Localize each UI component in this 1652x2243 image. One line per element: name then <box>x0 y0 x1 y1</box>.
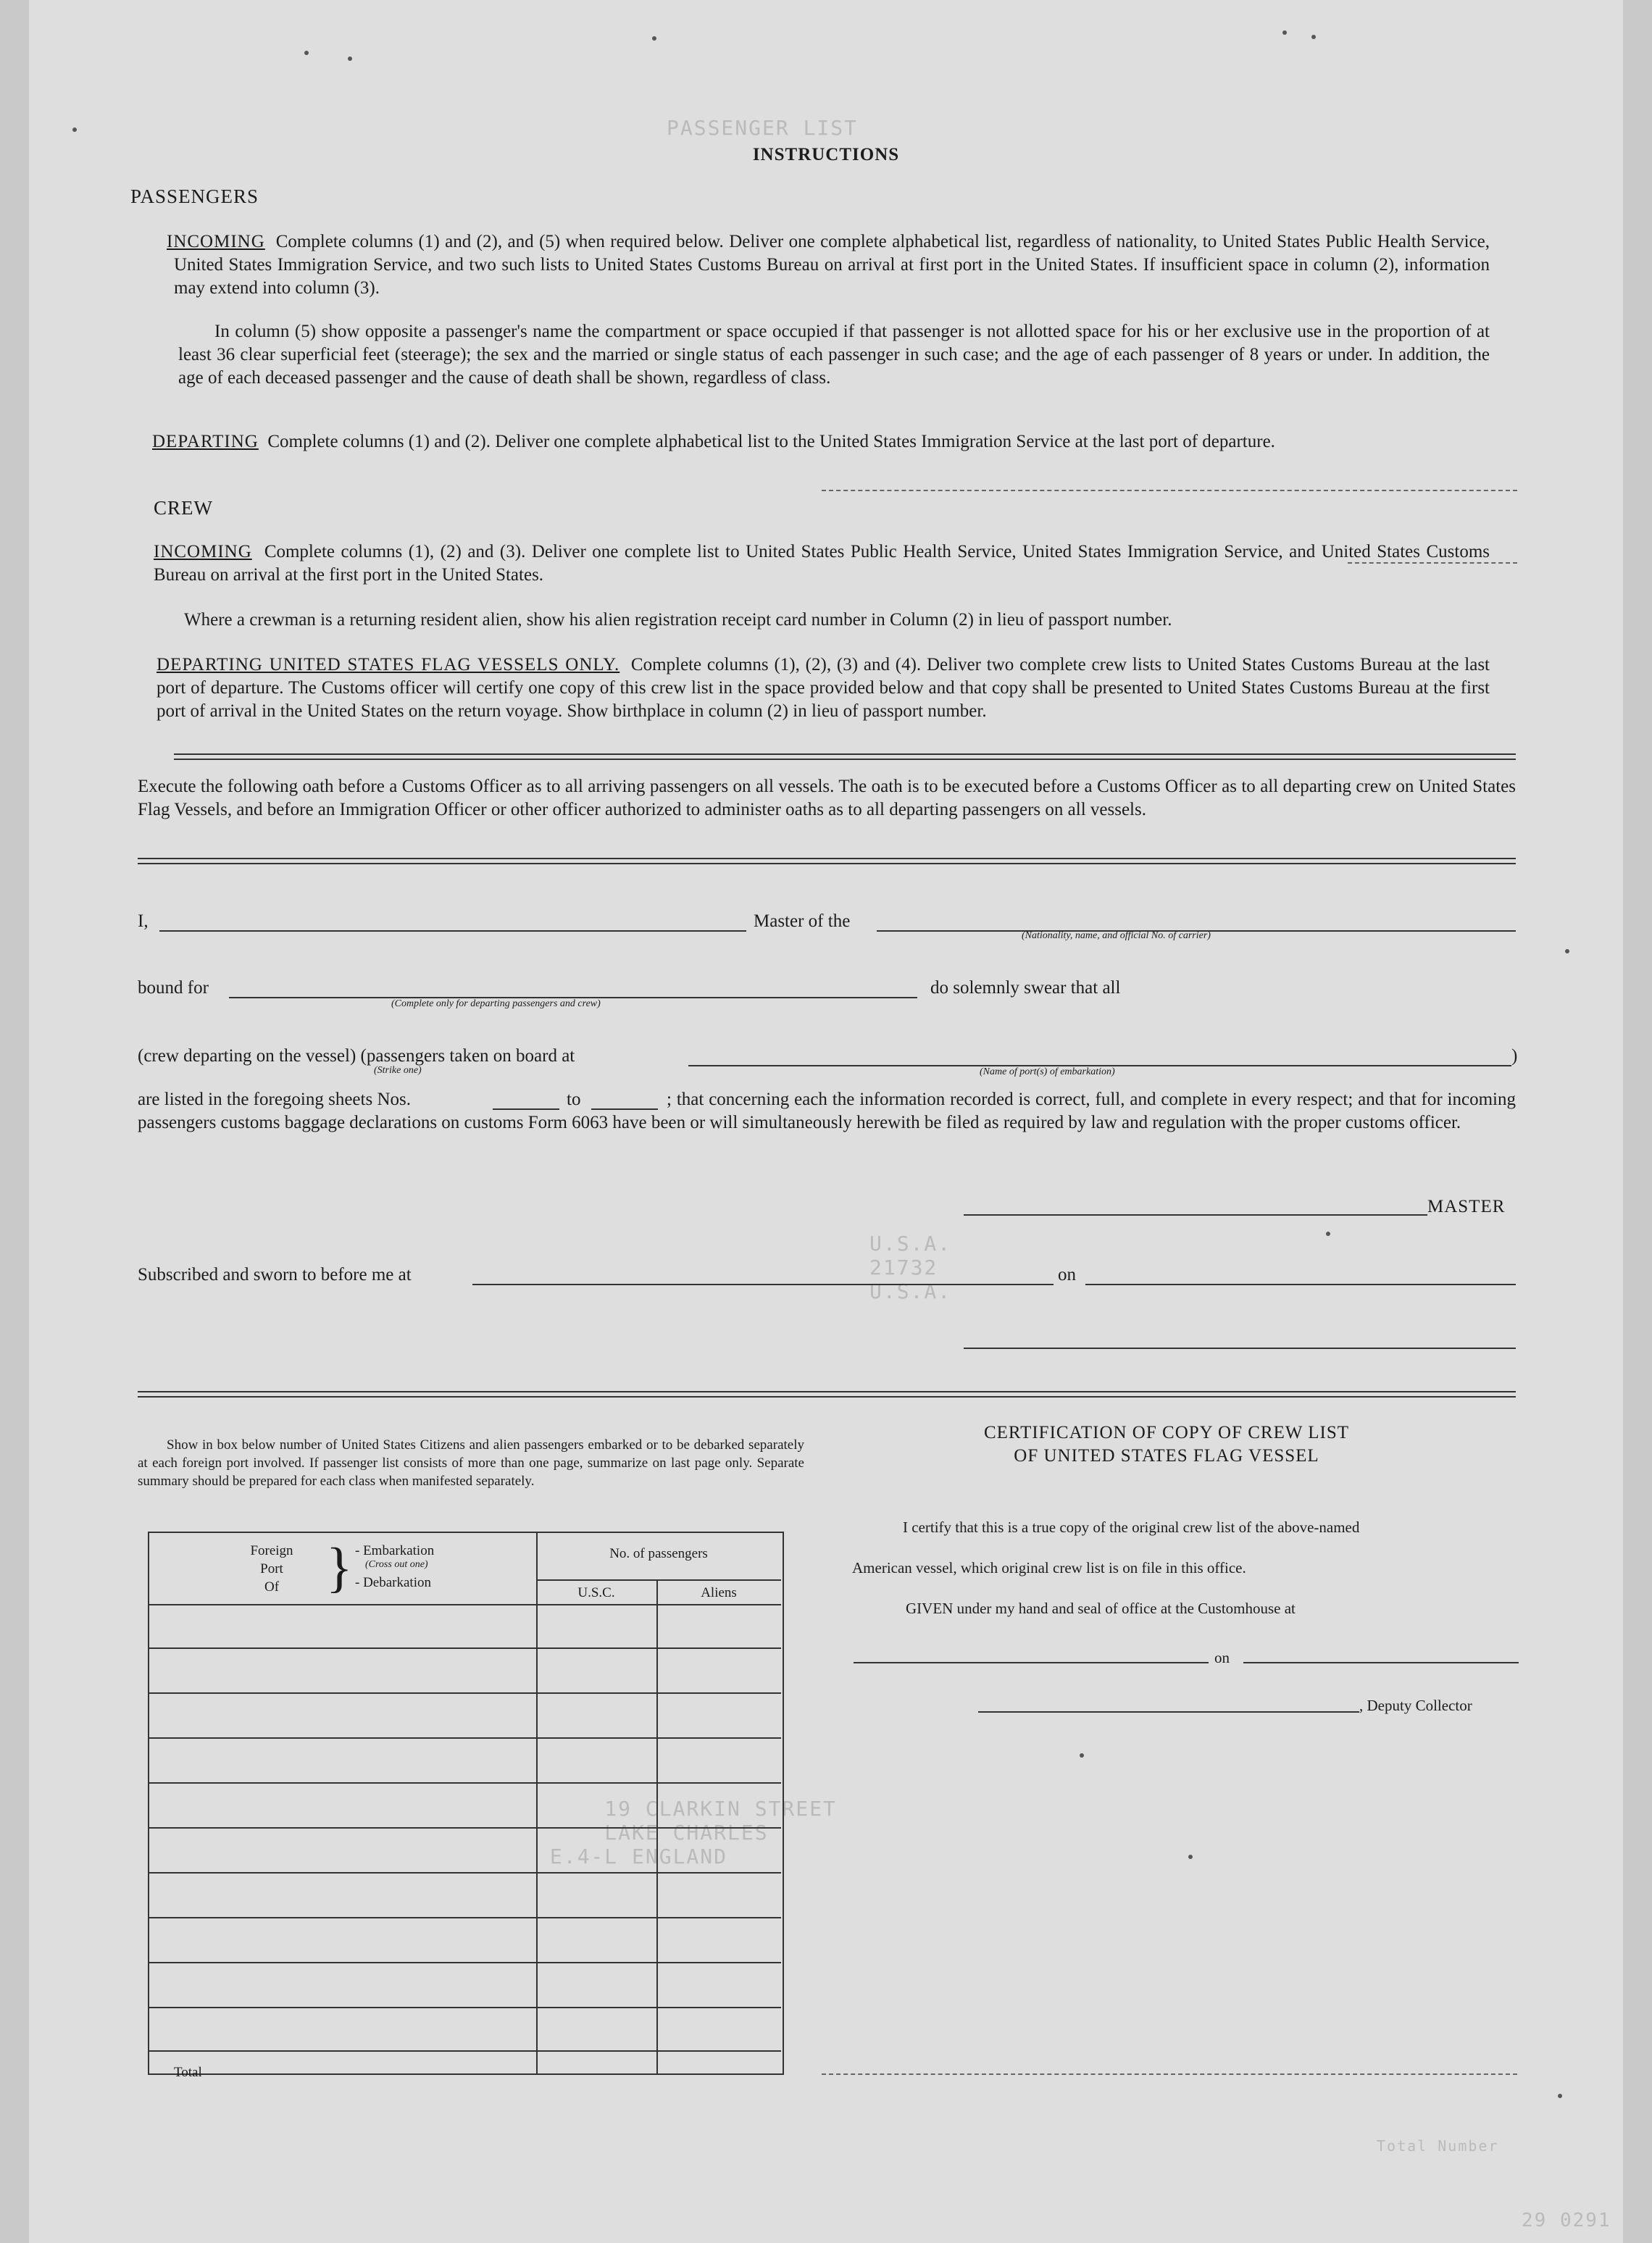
passengers-departing-paragraph <box>152 430 1490 454</box>
officer-signature-field[interactable] <box>964 1348 1516 1349</box>
carrier-caption: (Nationality, name, and official No. of carrier) <box>1022 930 1211 941</box>
cert-on-label: on <box>1214 1649 1230 1666</box>
subscribed-label: Subscribed and sworn to before me at <box>138 1265 412 1285</box>
crew-resident-alien-text: Where a crewman is a returning resident alien, show his alien registration receipt card number in Column (2) in lieu of passport number. <box>184 610 1172 630</box>
master-label: MASTER <box>1427 1197 1506 1216</box>
master-name-field[interactable] <box>159 930 746 932</box>
oath-i-label: I, <box>138 911 149 931</box>
cert-date-field[interactable] <box>1243 1662 1519 1663</box>
total-label: Total <box>174 2065 202 2080</box>
table-row-rule <box>148 1962 781 1963</box>
crew-incoming-paragraph <box>154 540 1490 587</box>
debarkation-header: - Debarkation <box>355 1575 431 1590</box>
certify-line-1: I certify that this is a true copy of the original crew list of the above-named <box>903 1519 1360 1536</box>
section-divider <box>174 753 1516 760</box>
speck <box>1565 949 1569 953</box>
bleed-through-rule <box>1348 562 1517 564</box>
cross-out-caption: (Cross out one) <box>365 1559 428 1570</box>
passenger-summary-table <box>148 1532 784 2075</box>
table-row-rule <box>148 2007 781 2008</box>
listed-to-label: to <box>567 1090 581 1109</box>
swear-text: do solemnly swear that all <box>930 978 1121 998</box>
deputy-signature-field[interactable] <box>978 1711 1359 1713</box>
speck <box>348 57 352 61</box>
bound-for-caption: (Complete only for departing passengers and crew) <box>391 998 601 1009</box>
table-rule <box>656 1579 658 2073</box>
no-passengers-header: No. of passengers <box>609 1546 708 1561</box>
table-row-rule <box>148 1737 781 1739</box>
crew-incoming-text: Complete columns (1), (2) and (3). Deliver one complete list to United States Public Health Service, United States Immigration Service, and United States Customs Bureau on arrival at the first port in the United States. <box>154 542 1490 585</box>
table-row-rule <box>148 1917 781 1918</box>
speck <box>1188 1855 1193 1859</box>
subscribed-on-label: on <box>1058 1265 1076 1285</box>
deputy-collector-label: , Deputy Collector <box>1359 1697 1472 1714</box>
bleed-through-rule <box>822 490 1517 491</box>
foreign-port-header: Foreign Port Of <box>250 1543 293 1595</box>
form-page <box>29 0 1623 2243</box>
listed-sheets-label: are listed in the foregoing sheets Nos. <box>138 1090 411 1109</box>
bleed-through-text: PASSENGER LIST <box>667 116 859 140</box>
speck <box>1282 30 1287 35</box>
crew-departing-text: Complete columns (1), (2), (3) and (4). Deliver two complete crew lists to United States Customs Bureau at the last port of departure. The Customs officer will certify one copy of this crew list in the space provided below and that copy shall be presented to United States Customs Bureau at the first port of arrival in the United States on the return voyage. Show birthplace in column (2) in lieu of passport number. <box>157 655 1490 721</box>
speck <box>652 36 656 41</box>
bleed-through-text: U.S.A. 21732 U.S.A. <box>869 1232 952 1303</box>
master-of-the-label: Master of the <box>754 911 851 931</box>
passengers-departing-text: Complete columns (1) and (2). Deliver one complete alphabetical list to the United States Immigration Service at the last port of departure. <box>267 432 1275 451</box>
table-row-rule <box>148 1872 781 1874</box>
embarkation-header: - Embarkation <box>355 1543 435 1558</box>
table-row-rule <box>148 1827 781 1829</box>
ports-caption: (Name of port(s) of embarkation) <box>980 1066 1115 1077</box>
speck <box>1080 1753 1084 1758</box>
speck <box>304 51 309 55</box>
close-paren: ) <box>1511 1046 1518 1066</box>
bleed-through-rule <box>822 2073 1517 2075</box>
page-title: INSTRUCTIONS <box>752 145 900 164</box>
crew-passengers-choice: (crew departing on the vessel) (passengers taken on board at <box>138 1046 575 1066</box>
passengers-incoming-paragraph <box>167 230 1490 300</box>
speck <box>1311 35 1316 39</box>
speck <box>72 128 77 132</box>
strike-one-caption: (Strike one) <box>374 1065 422 1076</box>
crew-departing-label: DEPARTING UNITED STATES FLAG VESSELS ONLY. <box>157 655 620 674</box>
column5-paragraph: In column (5) show opposite a passenger's name the compartment or space occupied if that passenger is not allotted space for his or her exclusive use in the proportion of at least 36 clear superficial feet (steerage); the sex and the married or single status of each passenger in such case; and the age of each passenger of 8 years or under. In addition, the age of each deceased passenger and the cause of death shall be shown, regardless of class. <box>178 322 1490 388</box>
master-signature-field[interactable] <box>964 1214 1427 1216</box>
bleed-through-text: 29 0291 <box>1522 2210 1611 2231</box>
section-divider <box>138 858 1516 864</box>
subscribed-date-field[interactable] <box>1085 1284 1516 1285</box>
passengers-departing-label: DEPARTING <box>152 432 259 451</box>
crew-departing-paragraph <box>157 653 1490 723</box>
brace: } <box>326 1537 353 1598</box>
table-rule <box>536 1579 781 1581</box>
bleed-through-text: 19 CLARKIN STREET LAKE CHARLES E.4-L ENGLAND <box>549 1797 837 1868</box>
passengers-incoming-label: INCOMING <box>167 232 265 251</box>
speck <box>1326 1232 1330 1236</box>
certify-line-2: American vessel, which original crew list is on file in this office. <box>852 1559 1246 1576</box>
table-row-rule <box>148 1647 781 1649</box>
table-row-rule <box>148 1692 781 1694</box>
summary-note: Show in box below number of United States Citizens and alien passengers embarked or to be debarked separately at each foreign port involved. If passenger list consists of more than one page, summarize on last page only. Separate summary should be prepared for each class when manifested separately. <box>138 1437 804 1489</box>
section-divider <box>138 1391 1516 1398</box>
given-text: GIVEN under my hand and seal of office at the Customhouse at <box>906 1600 1296 1617</box>
speck <box>1558 2094 1562 2098</box>
oath-intro: Execute the following oath before a Customs Officer as to all arriving passengers on all vessels. The oath is to be executed before a Customs Officer as to all departing crew on United States Flag Vessels, and before an Immigration Officer or other officer authorized to administer oaths as to all departing passengers on all vessels. <box>138 777 1516 819</box>
table-rule <box>148 1604 781 1605</box>
subscribed-place-field[interactable] <box>472 1284 1054 1285</box>
table-row-rule <box>148 2050 781 2052</box>
passengers-incoming-text: Complete columns (1) and (2), and (5) when required below. Deliver one complete alphabetical list, regardless of nationality, to United States Public Health Service, United States Immigration Service, and two such lists to United States Customs Bureau on arrival at first port in the United States. If insufficient space in column (2), information may extend into column (3). <box>174 232 1490 298</box>
bound-for-label: bound for <box>138 978 209 998</box>
table-rule <box>536 1532 538 2073</box>
crew-heading: CREW <box>154 497 213 519</box>
customhouse-field[interactable] <box>854 1662 1209 1663</box>
aliens-header: Aliens <box>701 1585 737 1600</box>
certification-title: CERTIFICATION OF COPY OF CREW LIST OF UNITED STATES FLAG VESSEL <box>983 1423 1350 1466</box>
bleed-through-text: Total Number <box>1377 2137 1499 2155</box>
passengers-heading: PASSENGERS <box>130 185 259 207</box>
crew-incoming-label: INCOMING <box>154 542 252 561</box>
table-row-rule <box>148 1782 781 1784</box>
usc-header: U.S.C. <box>577 1585 615 1600</box>
listed-sheets-text: ; that concerning each the information recorded is correct, full, and complete in every respect; and that for incoming passengers customs baggage declarations on customs Form 6063 have been or will simultaneously herewith be filed as required by law and regulation with the proper customs officer. <box>138 1090 1516 1132</box>
